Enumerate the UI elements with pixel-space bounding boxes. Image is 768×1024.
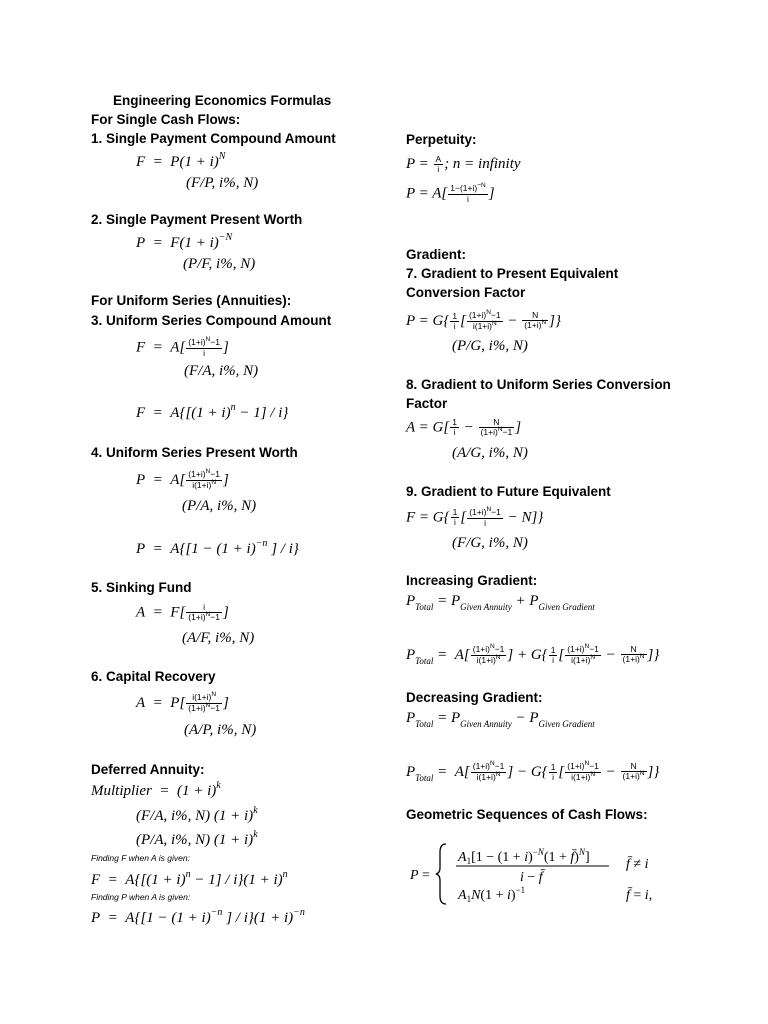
svg-text:f̄ ≠ i: f̄ ≠ i — [626, 857, 649, 872]
geometric-sequence-formula — [406, 838, 676, 908]
section-3-title: 3. Uniform Series Compound Amount — [91, 313, 332, 328]
section-8-title-line2: Factor — [406, 396, 448, 411]
svg-text:i − f̄: i − f̄ — [520, 870, 543, 885]
section-5-title: 5. Sinking Fund — [91, 580, 192, 595]
factor-4: (P/A, i%, N) — [182, 498, 257, 514]
factor-2: (P/F, i%, N) — [183, 256, 256, 272]
perpetuity-title: Perpetuity: — [406, 132, 477, 147]
svg-text:f̄ = i,: f̄ = i, — [626, 888, 653, 903]
formula-2: $P = F(1 + i)^{-N}$ — [136, 232, 233, 251]
svg-text:A1N(1 + i)−1: $A_1N(1 + i)^{-1}$ — [458, 885, 526, 904]
perpetuity-formula-2: P = A[ $\frac{1-(1+i)^{-N}}{i}$ ] — [406, 182, 495, 204]
formula-9: F = G{ $\frac{1}{i}$ [ $\frac{(1+i)^N-1}{i}$ − N]} — [406, 506, 544, 528]
formula-1: $F = P(1 + i)^N$ — [136, 151, 226, 170]
svg-text:A1[1 − (1 + i)−N(1 + f̄)N]: $A_1[1 - (1 + i)^-N(1$ + f̄)$^N$] — [458, 847, 590, 866]
svg-text:P: P — [410, 868, 419, 883]
perpetuity-tail: ; n = infinity — [444, 155, 521, 172]
formula-3b: $F = A\{[(1 + i)^n - 1] / i\}$ — [136, 402, 289, 421]
deferred-factor-fa: (F/A, i%, N) $(1 + i)^k$ — [136, 805, 258, 824]
formula-7: P = G{ $\frac{1}{i}$ [ $\frac{(1+i)^N-1}{i(1+i)^N}$ − $\frac{N}{(1+i)^N}$ ]} — [406, 309, 562, 331]
perpetuity-formula-1: P = $\frac{A}{i}$ ; n = infinity — [406, 154, 521, 174]
increasing-expanded-formula: $P_{Total} = A$[ $\frac{(1+i)^N-1}{i(1+i)^N}$ ] + G{ $\frac{1}{i}$ [ $\frac{(1+i)^N-1}{i(1+i)^N}$ − $\frac{N}{(1+i)^N}$ ]} — [406, 643, 660, 666]
decreasing-total-formula: $P_{Total} = P_{Given Annuity} - P_{Given Gradient}$ — [406, 710, 595, 729]
factor-1: (F/P, i%, N) — [186, 175, 259, 191]
section-2-title: 2. Single Payment Present Worth — [91, 212, 303, 227]
decreasing-expanded-formula: $P_{Total} = A$[ $\frac{(1+i)^N-1}{i(1+i)^N}$ ] − G{ $\frac{1}{i}$ [ $\frac{(1+i)^N-1}{i(1+i)^N}$ − $\frac{N}{(1+i)^N}$ ]} — [406, 760, 660, 783]
section-7-title-line2: Conversion Factor — [406, 285, 526, 300]
deferred-p-formula: $P = A\{[1 - (1 + i)^{-n}$ ] / $i\}(1 + i)^{-n}$ — [91, 907, 305, 926]
svg-text:=: = — [422, 868, 430, 883]
finding-f-note: Finding F when A is given: — [91, 853, 190, 863]
formula-4a: P = A[ $\frac{(1+i)^N-1}{i(1+i)^N}$ ] — [136, 468, 229, 490]
formula-4b: $P = A\{[1 - (1 + i)^{-n}$ ] / i} — [136, 538, 299, 557]
section-8-title-line1: 8. Gradient to Uniform Series Conversion — [406, 377, 671, 392]
section-1-title: 1. Single Payment Compound Amount — [91, 131, 336, 146]
section-7-title-line1: 7. Gradient to Present Equivalent — [406, 266, 619, 281]
section-6-title: 6. Capital Recovery — [91, 669, 216, 684]
section-9-title: 9. Gradient to Future Equivalent — [406, 484, 611, 499]
gradient-heading: Gradient: — [406, 247, 467, 262]
uniform-series-heading: For Uniform Series (Annuities): — [91, 293, 292, 308]
increasing-gradient-title: Increasing Gradient: — [406, 573, 538, 588]
geometric-sequences-title: Geometric Sequences of Cash Flows: — [406, 807, 648, 822]
deferred-f-formula: $F = A\{[(1 + i)^n - 1] / i\}(1 + i)^n$ — [91, 869, 288, 888]
formula-6: A = P[ $\frac{i(1+i)^N}{(1+i)^N-1}$ ] — [136, 691, 229, 713]
factor-8: (A/G, i%, N) — [452, 445, 528, 461]
deferred-factor-pa: (P/A, i%, N) $(1 + i)^k$ — [136, 829, 258, 848]
page-title: Engineering Economics Formulas — [113, 93, 332, 108]
deferred-multiplier: Multiplier = $(1 + i)^k$ — [91, 780, 221, 799]
section-4-title: 4. Uniform Series Present Worth — [91, 445, 298, 460]
increasing-total-formula: $P_{Total} = P_{Given Annuity} + P_{Given Gradient}$ — [406, 593, 595, 612]
factor-9: (F/G, i%, N) — [452, 535, 528, 551]
factor-6: (A/P, i%, N) — [184, 722, 257, 738]
deferred-annuity-title: Deferred Annuity: — [91, 762, 205, 777]
formula-3a: F = A[ $\frac{(1+i)^N-1}{i}$ ] — [136, 336, 229, 358]
factor-5: (A/F, i%, N) — [182, 630, 255, 646]
decreasing-gradient-title: Decreasing Gradient: — [406, 690, 543, 705]
factor-3: (F/A, i%, N) — [184, 363, 259, 379]
formula-5: A = F[ $\frac{i}{(1+i)^N-1}$ ] — [136, 602, 229, 622]
factor-7: (P/G, i%, N) — [452, 338, 528, 354]
single-cash-flows-heading: For Single Cash Flows: — [91, 112, 241, 127]
formula-8: A = G[ $\frac{1}{i}$ − $\frac{N}{(1+i)^N-1}$ ] — [406, 417, 522, 438]
finding-p-note: Finding P when A is given: — [91, 892, 191, 902]
